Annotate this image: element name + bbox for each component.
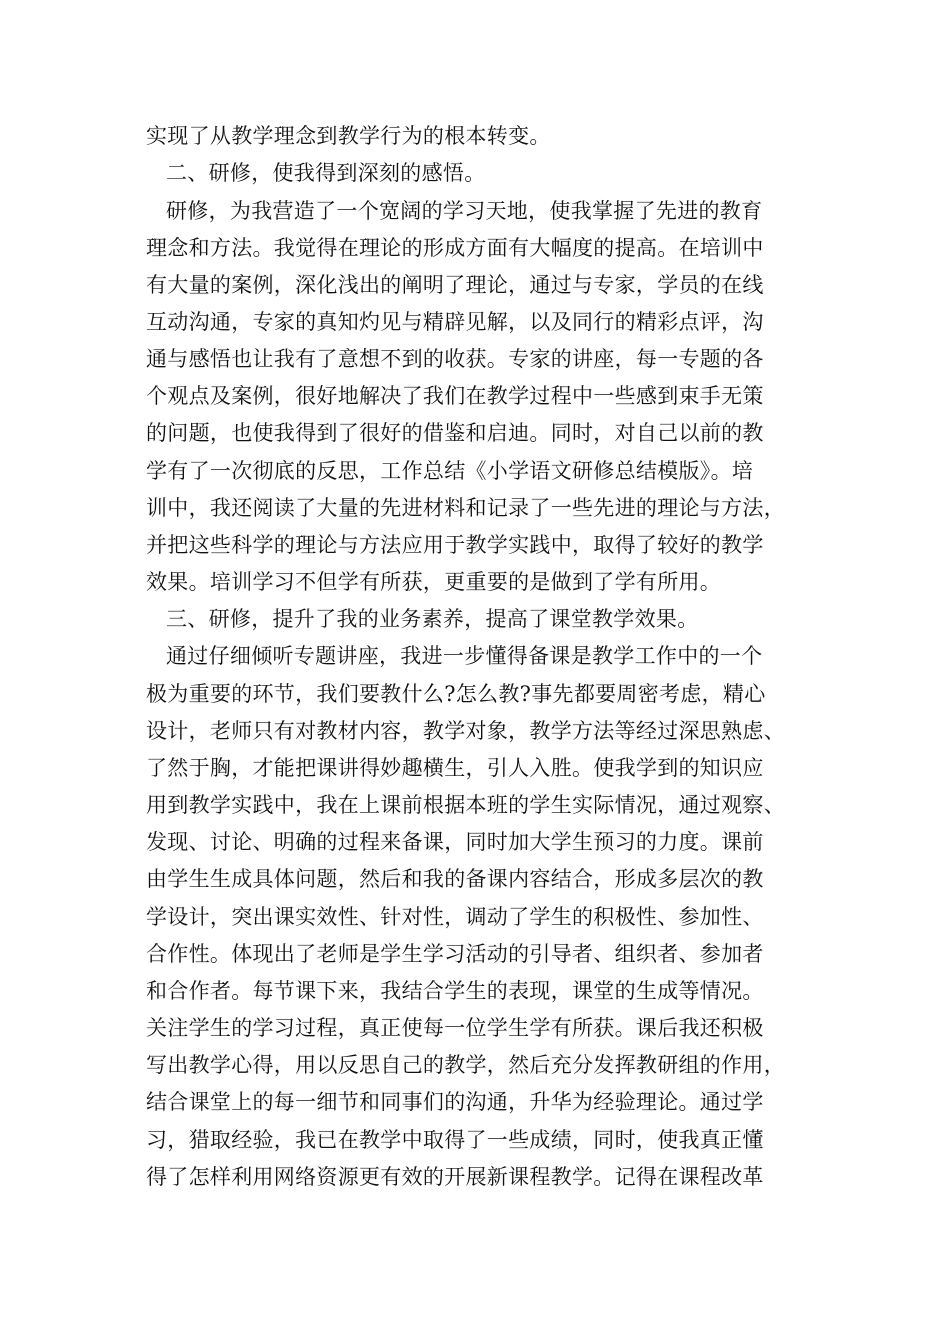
text-line: 有大量的案例，深化浅出的阐明了理论，通过与专家，学员的在线 — [146, 273, 764, 297]
text-line: 用到教学实践中，我在上课前根据本班的学生实际情况，通过观察、 — [146, 793, 785, 817]
paragraph-first-line: 研修，为我营造了一个宽阔的学习天地，使我掌握了先进的教育 — [166, 199, 763, 223]
text-line: 的问题，也使我得到了很好的借鉴和启迪。同时，对自己以前的教 — [146, 421, 764, 445]
text-line: 得了怎样利用网络资源更有效的开展新课程教学。记得在课程改革 — [146, 1165, 764, 1189]
text-line: 互动沟通，专家的真知灼见与精辟见解，以及同行的精彩点评，沟 — [146, 310, 764, 334]
section-heading: 三、研修，提升了我的业务素养，提高了课堂教学效果。 — [166, 607, 699, 631]
text-line: 发现、讨论、明确的过程来备课，同时加大学生预习的力度。课前 — [146, 830, 764, 854]
section-heading: 二、研修，使我得到深刻的感悟。 — [166, 161, 486, 185]
text-line: 设计，老师只有对教材内容，教学对象，教学方法等经过深思熟虑、 — [146, 719, 785, 743]
text-line: 了然于胸，才能把课讲得妙趣横生，引人入胜。使我学到的知识应 — [146, 756, 764, 780]
text-line: 训中，我还阅读了大量的先进材料和记录了一些先进的理论与方法， — [146, 496, 785, 520]
text-line: 由学生生成具体问题，然后和我的备课内容结合，形成多层次的教 — [146, 867, 764, 891]
text-line: 学有了一次彻底的反思，工作总结《小学语文研修总结模版》。培 — [146, 459, 754, 483]
text-line: 习，猎取经验，我已在教学中取得了一些成绩，同时，使我真正懂 — [146, 1128, 764, 1152]
text-line: 关注学生的学习过程，真正使每一位学生学有所获。课后我还积极 — [146, 1016, 764, 1040]
text-line: 个观点及案例，很好地解决了我们在教学过程中一些感到束手无策 — [146, 384, 764, 408]
text-line: 和合作者。每节课下来，我结合学生的表现，课堂的生成等情况。 — [146, 979, 764, 1003]
text-line: 写出教学心得，用以反思自己的教学，然后充分发挥教研组的作用， — [146, 1053, 785, 1077]
text-line: 极为重要的环节，我们要教什么?怎么教?事先都要周密考虑，精心 — [146, 682, 766, 706]
text-line: 实现了从教学理念到教学行为的根本转变。 — [146, 124, 551, 148]
text-line: 效果。培训学习不但学有所获，更重要的是做到了学有所用。 — [146, 570, 722, 594]
text-line: 并把这些科学的理论与方法应用于教学实践中，取得了较好的教学 — [146, 533, 764, 557]
text-line: 通与感悟也让我有了意想不到的收获。专家的讲座，每一专题的各 — [146, 347, 764, 371]
text-line: 学设计，突出课实效性、针对性，调动了学生的积极性、参加性、 — [146, 905, 764, 929]
text-line: 合作性。体现出了老师是学生学习活动的引导者、组织者、参加者 — [146, 942, 764, 966]
text-line: 理念和方法。我觉得在理论的形成方面有大幅度的提高。在培训中 — [146, 236, 764, 260]
text-line: 结合课堂上的每一细节和同事们的沟通，升华为经验理论。通过学 — [146, 1090, 764, 1114]
paragraph-first-line: 通过仔细倾听专题讲座，我进一步懂得备课是教学工作中的一个 — [166, 644, 763, 668]
